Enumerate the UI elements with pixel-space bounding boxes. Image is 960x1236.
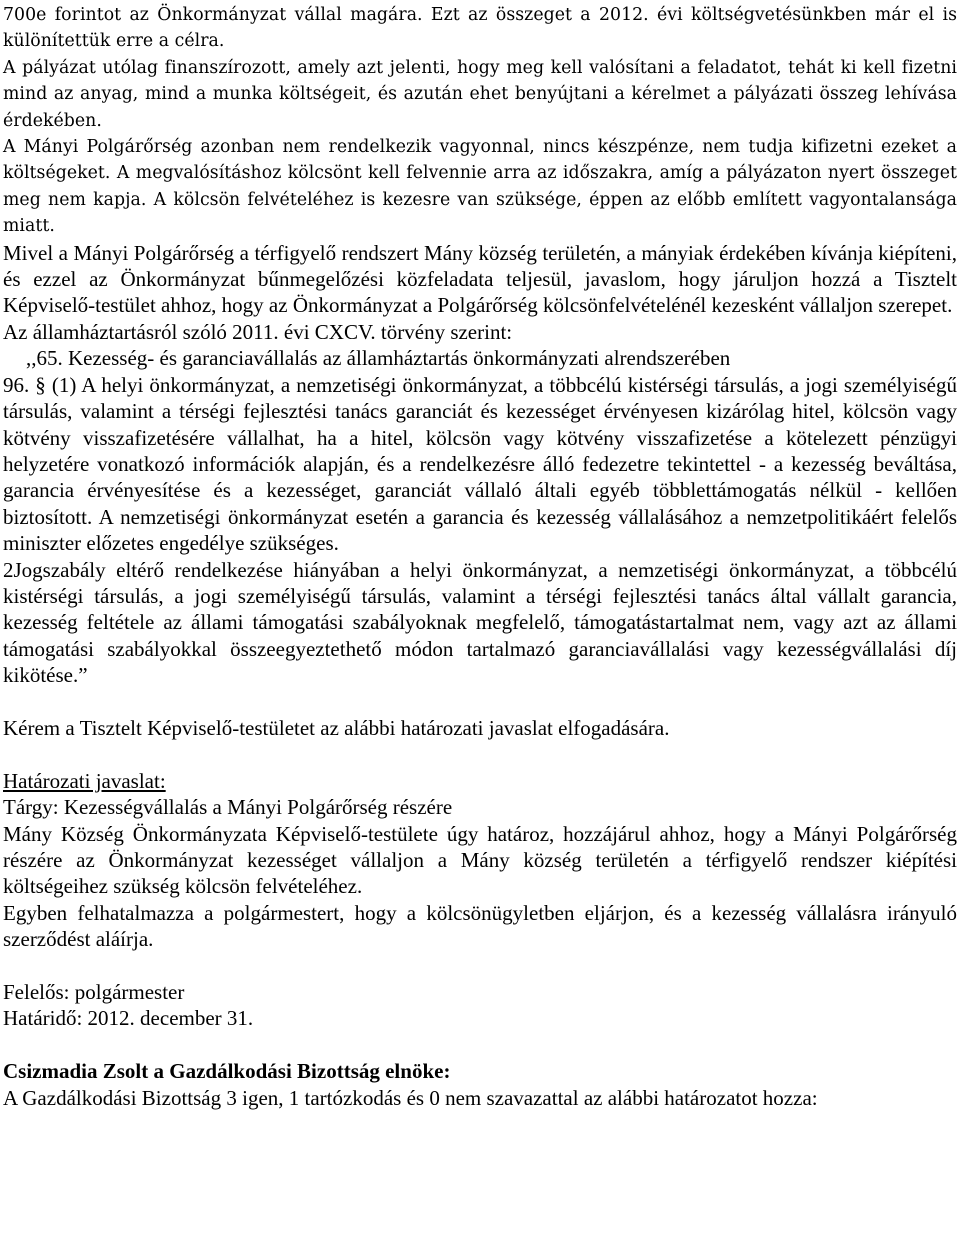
paragraph-finance: A pályázat utólag finanszírozott, amely azt jelenti, hogy meg kell valósítani a feladatot, tehát ki kell fizetni mind az anyag, mind a munka költségeit, és azután ehet benyújtani a kérelmet a pályázati összeg lehívása érdekében. — [3, 57, 957, 131]
resolution-heading: Határozati javaslat: — [3, 768, 166, 793]
spacer — [3, 1032, 957, 1058]
deadline-line: Határidő: 2012. december 31. — [3, 1006, 254, 1031]
resolution-body: Mány Község Önkormányzata Képviselő-testülete úgy határoz, hozzájárul ahhoz, hogy a Mányi Polgárőrség részére az Önkormányzat kezességet vállaljon a Mány község területén a térfigyelő rendszer kiépítési költségeihez szükség kölcsön felvételéhez. — [3, 821, 957, 899]
spacer — [3, 689, 957, 715]
law-section-96: 96. § (1) A helyi önkormányzat, a nemzetiségi önkormányzat, a többcélú kistérségi társulás, a jogi személyiségű társulás, valamint a térségi fejlesztési tanács garanciát és kezességet érvényesen kizárólag hitel, kölcsön vagy kötvény visszafizetésére vállalhat, ha a hitel, kölcsön vagy kötvény visszafizetése a kötelezett pénzügyi helyzetére vonatkozó információk alapján, és a rendelkezésre álló fedezetre tekintettel - a kezesség beváltása, garancia érvényesítése és a kezességet, garanciát vállaló általi egyéb többlettámogatás nélkül - kellően biztosított. A nemzetiségi önkormányzat esetén a garancia és kezesség vállalásához a nemzetpolitikáért felelős miniszter előzetes engedélye szükséges. — [3, 372, 957, 556]
resolution-subject: Tárgy: Kezességvállalás a Mányi Polgárőrség részére — [3, 795, 453, 820]
law-quote-title: ,,65. Kezesség- és garanciavállalás az államháztartás önkormányzati alrendszerében — [26, 346, 731, 371]
law-section-2: 2Jogszabály eltérő rendelkezése hiányában a helyi önkormányzat, a nemzetiségi önkormányzat, a többcélú kistérségi társulás, a jogi személyiségű társulás, valamint a térségi fejlesztési tanács által vállalt garancia, kezesség feltétele az állami támogatási szabályoknak megfelelő, támogatástartalmat nem, vagy azt az állami támogatási szabályokkal összeegyeztethető módon tartalmazó garanciavállalási vagy kezességvállalási díj kikötése.” — [3, 557, 957, 688]
committee-vote: A Gazdálkodási Bizottság 3 igen, 1 tartózkodás és 0 nem szavazattal az alábbi határozatot hozza: — [3, 1085, 818, 1110]
authorization-paragraph: Egyben felhatalmazza a polgármestert, hogy a kölcsönügyletben eljárjon, és a kezesség vállalásra irányuló szerződést aláírja. — [3, 900, 957, 952]
committee-heading: Csizmadia Zsolt a Gazdálkodási Bizottság elnöke: — [3, 1059, 451, 1084]
paragraph-assets: A Mányi Polgárőrség azonban nem rendelkezik vagyonnal, nincs készpénze, nem tudja kifizetni ezeket a költségeket. A megvalósításhoz kölcsönt kell felvennie arra az időszakra, amíg a pályázaton nyert összeget meg nem kapja. A kölcsön felvételéhez is kezesre van szüksége, éppen az előbb említett vagyontalansága miatt. — [3, 137, 957, 237]
document-page — [3, 2, 957, 1111]
paragraph-proposal: Mivel a Mányi Polgárőrség a térfigyelő rendszert Mány község területén, a mányiak érdekében kívánja kiépíteni, és ezzel az Önkormányzat bűnmegelőzési közfeladata teljesül, javaslom, hogy járuljon hozzá a Tisztelt Képviselő-testület ahhoz, hogy az Önkormányzat a Polgárőrség kölcsönfelvételénél kezesként vállaljon szerepet. — [3, 240, 957, 318]
spacer — [3, 953, 957, 979]
law-intro: Az államháztartásról szóló 2011. évi CXCV. törvény szerint: — [3, 319, 513, 344]
request-paragraph: Kérem a Tisztelt Képviselő-testületet az alábbi határozati javaslat elfogadására. — [3, 715, 670, 740]
paragraph-intro: 700e forintot az Önkormányzat vállal magára. Ezt az összeget a 2012. évi költségvetésünkben már el is különítettük erre a célra. — [3, 5, 957, 52]
spacer — [3, 741, 957, 767]
responsible-line: Felelős: polgármester — [3, 979, 185, 1004]
